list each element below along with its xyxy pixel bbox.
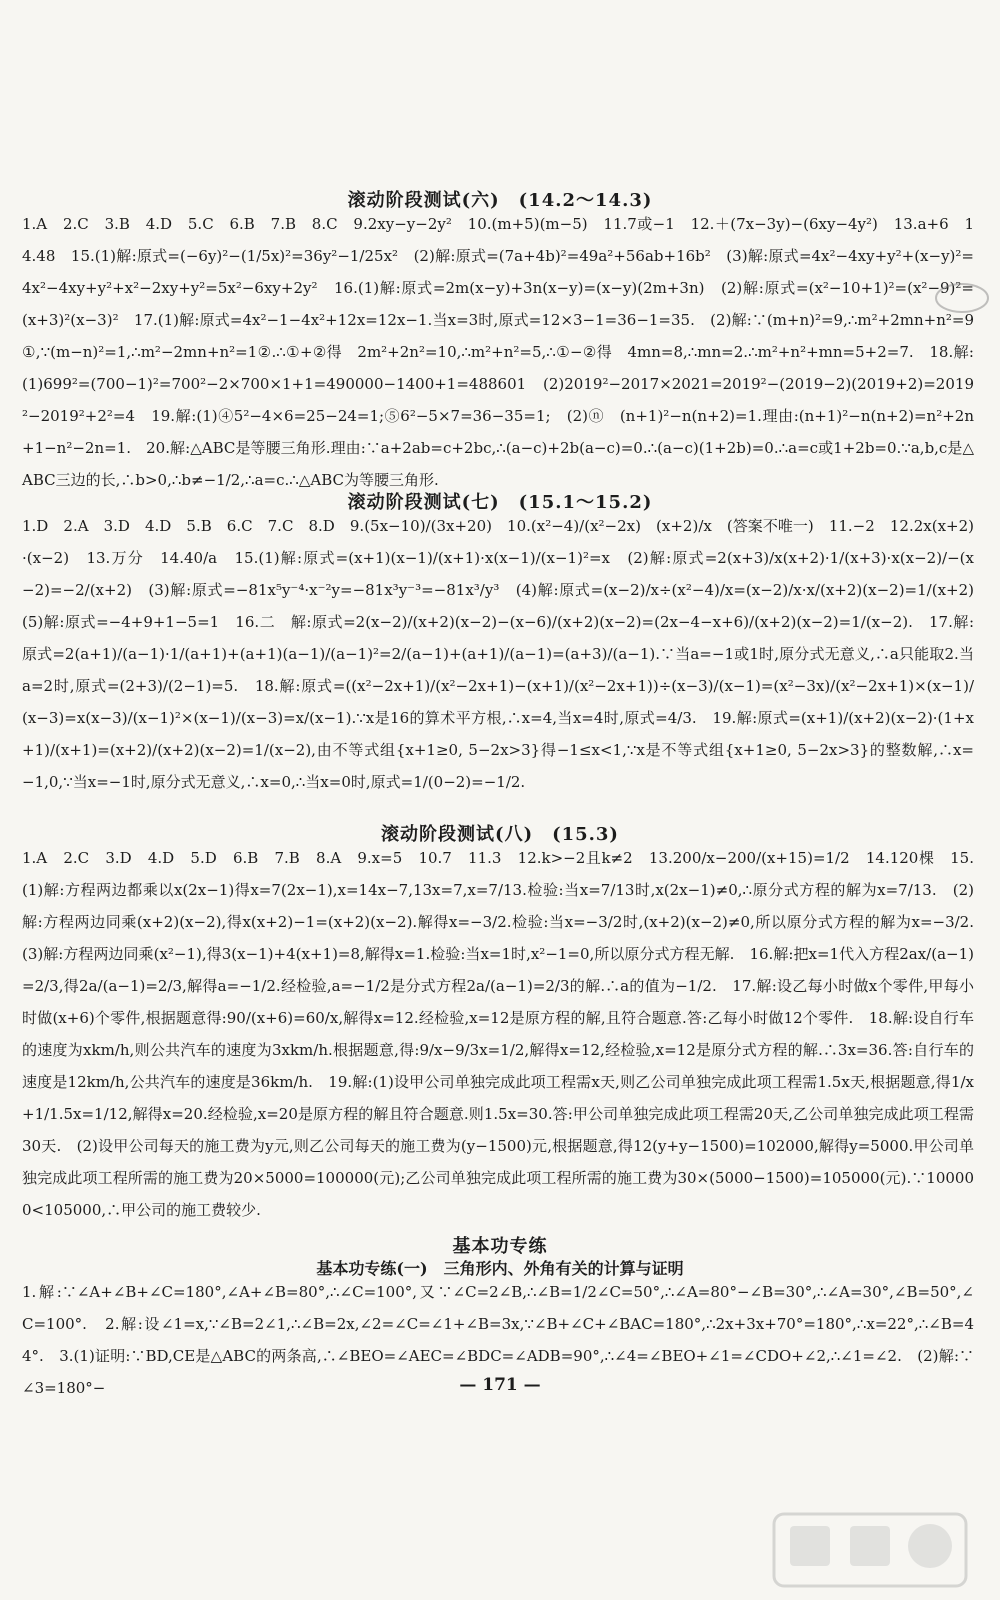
- practice-body: 1.解:∵∠A+∠B+∠C=180°,∠A+∠B=80°,∴∠C=100°,又∵∠C=2∠B,∴∠B=1/2∠C=50°,∴∠A=80°−∠B=30°,∴∠A=30°,∠B=50°,∠C=100°. 2.解:设∠1=x,∵∠B=2∠1,∴∠B=2x,∠2=∠C=∠1+∠B=3x,∵∠B+∠C+∠BAC=180°,∴2x+3x+70°=180°,∴x=22°,∴∠B=44°. 3.(1)证明:∵BD,CE是△ABC的两条高,∴∠BEO=∠AEC=∠BDC=∠ADB=90°,∴∠4=∠BEO+∠1=∠CDO+∠2,∴∠1=∠2. (2)解:∵∠3=180°−: [22, 1283, 974, 1397]
- section-body-8: 1.A 2.C 3.D 4.D 5.D 6.B 7.B 8.A 9.x=5 10.7 11.3 12.k>−2且k≠2 13.200/x−200/(x+15)=1/2 14.120棵 15.(1)解:方程两边都乘以x(2x−1)得x=7(2x−1),x=14x−7,13x=7,x=7/13.检验:当x=7/13时,x(2x−1)≠0,∴原分式方程的解为x=7/13. (2)解:方程两边同乘(x+2)(x−2),得x(x+2)−1=(x+2)(x−2).解得x=−3/2.检验:当x=−3/2时,(x+2)(x−2)≠0,所以原分式方程的解为x=−3/2. (3)解:方程两边同乘(x²−1),得3(x−1)+4(x+1)=8,解得x=1.检验:当x=1时,x²−1=0,所以原分式方程无解. 16.解:把x=1代入方程2ax/(a−1)=2/3,得2a/(a−1)=2/3,解得a=−1/2.经检验,a=−1/2是分式方程2a/(a−1)=2/3的解.∴a的值为−1/2. 17.解:设乙每小时做x个零件,甲每小时做(x+6)个零件,根据题意得:90/(x+6)=60/x,解得x=12.经检验,x=12是原方程的解,且符合题意.答:乙每小时做12个零件. 18.解:设自行车的速度为xkm/h,则公共汽车的速度为3xkm/h.根据题意,得:9/x−9/3x=1/2,解得x=12,经检验,x=12是原分式方程的解.∴3x=36.答:自行车的速度是12km/h,公共汽车的速度是36km/h. 19.解:(1)设甲公司单独完成此项工程需x天,则乙公司单独完成此项工程需1.5x天,根据题意,得1/x+1/1.5x=1/12,解得x=20.经检验,x=20是原方程的解且符合题意.则1.5x=30.答:甲公司单独完成此项工程需20天,乙公司单独完成此项工程需30天. (2)设甲公司每天的施工费为y元,则乙公司每天的施工费为(y−1500)元,根据题意,得12(y+y−1500)=102000,解得y=5000.甲公司单独完成此项工程所需的施工费为20×5000=100000(元);乙公司单独完成此项工程所需的施工费为30×(5000−1500)=105000(元).∵100000<105000,∴甲公司的施工费较少.: [22, 849, 990, 1219]
- section-body-7: 1.D 2.A 3.D 4.D 5.B 6.C 7.C 8.D 9.(5x−10)/(3x+20) 10.(x²−4)/(x²−2x) (x+2)/x (答案不唯一) 11.−2 12.2x(x+2)·(x−2) 13.万分 14.40/a 15.(1)解:原式=(x+1)(x−1)/(x+1)·x(x−1)/(x−1)²=x (2)解:原式=2(x+3)/x(x+2)·1/(x+3)·x(x−2)/−(x−2)=−2/(x+2) (3)解:原式=−81x⁵y⁻⁴·x⁻²y=−81x³y⁻³=−81x³/y³ (4)解:原式=(x−2)/x÷(x²−4)/x=(x−2)/x·x/(x+2)(x−2)=1/(x+2) (5)解:原式=−4+9+1−5=1 16.二 解:原式=2(x−2)/(x+2)(x−2)−(x−6)/(x+2)(x−2)=(2x−4−x+6)/(x+2)(x−2)=1/(x−2). 17.解:原式=2(a+1)/(a−1)·1/(a+1)+(a+1)(a−1)/(a−1)²=2/(a−1)+(a+1)/(a−1)=(a+3)/(a−1).∵当a=−1或1时,原分式无意义,∴a只能取2.当a=2时,原式=(2+3)/(2−1)=5. 18.解:原式=((x²−2x+1)/(x²−2x+1)−(x+1)/(x²−2x+1))÷(x−3)/(x−1)=(x²−3x)/(x²−2x+1)×(x−1)/(x−3)=x(x−3)/(x−1)²×(x−1)/(x−3)=x/(x−1).∵x是16的算术平方根,∴x=4,当x=4时,原式=4/3. 19.解:原式=(x+1)/(x+2)(x−2)·(1+x+1)/(x+1)=(x+2)/(x+2)(x−2)=1/(x−2),由不等式组{x+1≥0, 5−2x>3}得−1≤x<1,∵x是不等式组{x+1≥0, 5−2x>3}的整数解,∴x=−1,0,∵当x=−1时,原分式无意义,∴x=0,∴当x=0时,原式=1/(0−2)=−1/2.: [22, 517, 990, 791]
- stamp-icon: [932, 278, 992, 318]
- section-title-6: 滚动阶段测试(六) (14.2～14.3): [347, 190, 653, 211]
- page-number: — 171 —: [459, 1375, 541, 1395]
- practice-title: 基本功专练: [452, 1236, 548, 1257]
- section-title-8: 滚动阶段测试(八) (15.3): [381, 824, 619, 845]
- section-body-6: 1.A 2.C 3.B 4.D 5.C 6.B 7.B 8.C 9.2xy−y−2y² 10.(m+5)(m−5) 11.7或−1 12.＋(7x−3y)−(6xy−4y²) 13.a+6 14.48 15.(1)解:原式=(−6y)²−(1/5x)²=36y²−1/25x² (2)解:原式=(7a+4b)²=49a²+56ab+16b² (3)解:原式=4x²−4xy+y²+(x−y)²=4x²−4xy+y²+x²−2xy+y²=5x²−6xy+2y² 16.(1)解:原式=2m(x−y)+3n(x−y)=(x−y)(2m+3n) (2)解:原式=(x²−10+1)²=(x²−9)²=(x+3)²(x−3)² 17.(1)解:原式=4x²−1−4x²+12x=12x−1.当x=3时,原式=12×3−1=36−1=35. (2)解:∵(m+n)²=9,∴m²+2mn+n²=9①,∵(m−n)²=1,∴m²−2mn+n²=1②.∴①+②得 2m²+2n²=10,∴m²+n²=5,∴①−②得 4mn=8,∴mn=2.∴m²+n²+mn=5+2=7. 18.解:(1)699²=(700−1)²=700²−2×700×1+1=490000−1400+1=488601 (2)2019²−2017×2021=2019²−(2019−2)(2019+2)=2019²−2019²+2²=4 19.解:(1)④5²−4×6=25−24=1;⑤6²−5×7=36−35=1; (2)ⓝ (n+1)²−n(n+2)=1.理由:(n+1)²−n(n+2)=n²+2n+1−n²−2n=1. 20.解:△ABC是等腰三角形.理由:∵a+2ab=c+2bc,∴(a−c)+2b(a−c)=0.∴(a−c)(1+2b)=0.∴a=c或1+2b=0.∵a,b,c是△ABC三边的长,∴b>0,∴b≠−1/2,∴a=c.∴△ABC为等腰三角形.: [22, 215, 974, 489]
- section-title-7: 滚动阶段测试(七) (15.1～15.2): [347, 492, 653, 513]
- watermark-logo-icon: [770, 1510, 970, 1590]
- practice-subtitle: 基本功专练(一) 三角形内、外角有关的计算与证明: [316, 1259, 684, 1278]
